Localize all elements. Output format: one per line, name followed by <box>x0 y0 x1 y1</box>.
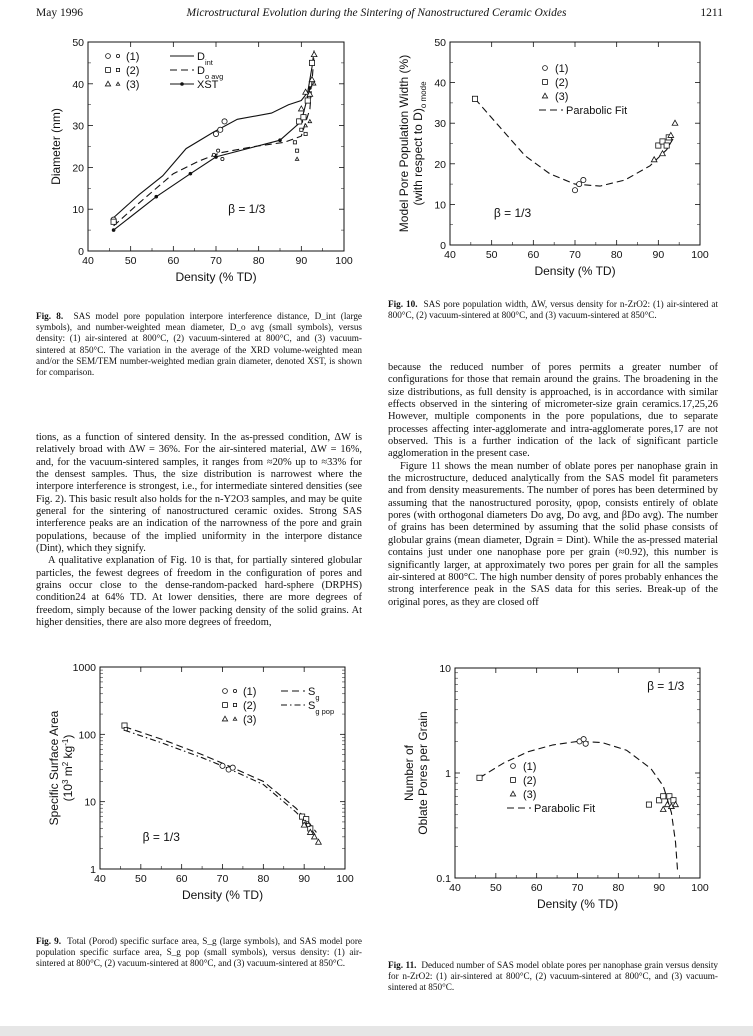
data-point <box>657 798 662 803</box>
page-number: 1211 <box>700 7 723 19</box>
data-point <box>300 128 303 131</box>
x-tick-label: 80 <box>610 249 623 261</box>
legend-marker-small <box>233 717 237 720</box>
xst-point <box>300 120 304 124</box>
x-tick-label: 80 <box>612 882 625 894</box>
y-tick-label: 10 <box>72 204 84 217</box>
x-tick-label: 70 <box>216 873 229 885</box>
x-tick-label: 50 <box>124 255 137 267</box>
legend-marker <box>106 54 111 59</box>
y-tick-label: 0.1 <box>436 873 451 885</box>
y-tick-label: 50 <box>434 37 446 49</box>
y-axis-label-2: Oblate Pores per Grain <box>416 711 430 835</box>
data-point <box>301 822 307 827</box>
y-tick-label: 0 <box>440 240 446 252</box>
x-tick-label: 80 <box>252 255 265 267</box>
legend-marker <box>511 764 516 769</box>
data-point <box>304 132 307 135</box>
legend-line-label: $S_g$ <box>308 686 320 702</box>
data-point <box>298 106 304 111</box>
plot-frame <box>100 667 345 869</box>
data-point <box>308 120 312 123</box>
legend-marker-small <box>233 689 236 692</box>
data-point <box>297 119 302 124</box>
x-tick-label: 50 <box>489 882 502 894</box>
data-point <box>664 802 670 807</box>
legend-label: (3) <box>243 714 257 726</box>
legend-label: (2) <box>243 700 257 712</box>
plot-frame <box>455 668 700 878</box>
series-line <box>125 730 317 837</box>
page-footer-bar <box>0 1026 753 1036</box>
y-axis-label: Model Pore Population Width (%) <box>397 54 411 233</box>
y-tick-label: 40 <box>434 77 446 90</box>
legend-marker <box>223 703 228 708</box>
y-axis-label: Number of <box>402 744 416 802</box>
data-point <box>222 119 227 124</box>
data-point <box>305 98 310 103</box>
x-tick-label: 40 <box>449 882 461 894</box>
y-tick-label: 20 <box>434 158 446 171</box>
data-point <box>111 219 116 224</box>
series-line <box>114 50 315 217</box>
x-tick-label: 100 <box>335 255 353 267</box>
data-point <box>581 177 586 182</box>
x-tick-label: 90 <box>295 255 308 267</box>
x-tick-label: 100 <box>691 249 709 261</box>
data-point <box>303 820 306 823</box>
data-point <box>673 802 679 807</box>
data-point <box>300 814 305 819</box>
data-point <box>217 149 220 152</box>
beta-annotation: β = 1/3 <box>142 830 180 844</box>
y-tick-label: 30 <box>434 118 446 131</box>
x-tick-label: 70 <box>571 882 584 894</box>
data-point <box>656 143 661 148</box>
legend-marker <box>222 716 227 721</box>
y-tick-label: 10 <box>434 199 446 212</box>
y-axis-label: Diameter (nm) <box>49 108 63 185</box>
data-point <box>111 217 116 222</box>
data-point <box>220 763 225 768</box>
legend-xst-dot <box>180 82 184 86</box>
data-point <box>667 794 672 799</box>
legend-marker-small <box>116 54 119 57</box>
x-tick-label: 80 <box>257 873 270 885</box>
series-line <box>480 741 678 869</box>
legend-label: (3) <box>523 789 537 801</box>
data-point <box>309 60 314 65</box>
legend-line-label: XST <box>197 79 219 91</box>
data-point <box>577 182 582 187</box>
data-point <box>664 143 669 148</box>
x-tick-label: 60 <box>530 882 543 894</box>
x-tick-label: 50 <box>485 249 498 261</box>
data-point <box>212 153 215 156</box>
data-point <box>213 131 218 136</box>
legend-label: (1) <box>555 63 569 75</box>
figure-10-caption: Fig. 10. SAS pore population width, ΔW, versus density for n-ZrO2: (1) air-sintered at 800°C, (2) vacuum-sintered at 800°C, and (3) vacuum-sintered at 850°C. <box>388 299 719 321</box>
x-tick-label: 70 <box>210 255 222 267</box>
data-point <box>660 806 666 811</box>
data-point <box>646 802 651 807</box>
xst-point <box>189 172 193 176</box>
x-tick-label: 100 <box>336 873 354 885</box>
data-point <box>226 767 231 772</box>
x-tick-label: 90 <box>653 882 666 894</box>
beta-annotation: β = 1/3 <box>228 202 266 216</box>
data-point <box>312 82 316 85</box>
xst-point <box>214 155 218 159</box>
y-tick-label: 0 <box>78 246 84 258</box>
legend-marker-small <box>116 82 120 85</box>
data-point <box>113 220 116 223</box>
data-point <box>230 765 235 770</box>
x-tick-label: 60 <box>527 249 540 261</box>
x-tick-label: 100 <box>691 882 709 894</box>
data-point <box>312 834 318 839</box>
data-point <box>307 91 313 96</box>
legend-label: (2) <box>555 77 569 89</box>
body-text-col2: because the reduced number of pores permits a greater number of configurations for those that remain around the grains. The broadening in the size distributions, as full density is approached, is in accordance with similar effects observed in the sintering of micrometer-size grain ceramics.17,25,26 However, multiple components in the pore populations, due to separate processes affecting inter-agglomerate and intra-agglomerate pores,17 are not observed. This is a further indication of the lack of significant particle agglomeration in the present case. Figure 11 shows the mean number of oblate pores per nanophase grain in the microstructure, deduced analytically from the SAS model fit parameters and from density measurements. The number of pores has been determined by assuming that the nanostructured porosity, φpop, consists entirely of oblate pores (with orthogonal diameters Do avg, Do avg, and βDo avg). The number of grains has been determined by assuming that the solid phase consists of globular grains (mean diameter, Dgrain = Dint). While the as-pressed material contains just under one nanophase pore per grain (≈0.92), this number is significantly larger, at approximately two pores per grain for all the samples air-sintered at 800°C. The high number density of pores probably enhances the strong interference peak in the SAS data for this series. Break-up of the original pores, as they are closed off <box>388 362 718 608</box>
beta-annotation: β = 1/3 <box>647 679 685 693</box>
legend-marker-small <box>116 68 119 71</box>
data-point <box>316 839 322 844</box>
data-point <box>124 727 127 730</box>
plot-frame <box>88 42 344 251</box>
data-point <box>304 817 309 822</box>
x-tick-label: 40 <box>82 255 94 267</box>
legend-marker <box>106 68 111 73</box>
x-axis-label: Density (% TD) <box>175 270 257 284</box>
y-tick-label: 40 <box>72 78 84 91</box>
y-axis-label-2: (with respect to $D)_{o mode}$ <box>411 81 428 206</box>
beta-annotation: β = 1/3 <box>493 206 532 220</box>
running-title: Microstructural Evolution during the Sintering of Nanostructured Ceramic Oxides <box>186 7 567 19</box>
y-tick-label: 1000 <box>72 662 96 674</box>
y-tick-label: 50 <box>72 37 84 49</box>
xst-point <box>154 195 158 199</box>
x-tick-label: 60 <box>175 873 188 885</box>
legend-marker <box>511 778 516 783</box>
x-tick-label: 90 <box>652 249 665 261</box>
legend-marker <box>510 791 515 796</box>
figure-11-caption: Fig. 11. Deduced number of SAS model oblate pores per nanophase grain versus density for n-ZrO2: (1) air-sintered at 800°C, (2) vacuum-sintered at 800°C, and (3) vacuum-sintered at 850°C. <box>388 960 718 993</box>
data-point <box>295 149 298 152</box>
y-tick-label: 10 <box>84 796 96 809</box>
legend-label: (2) <box>523 775 537 787</box>
legend-marker <box>543 80 548 85</box>
data-point <box>304 124 308 127</box>
data-point <box>293 141 296 144</box>
y-tick-label: 1 <box>445 768 451 780</box>
x-tick-label: 40 <box>94 873 106 885</box>
legend-label: (1) <box>523 761 537 773</box>
x-tick-label: 90 <box>298 873 311 885</box>
data-point <box>660 151 666 156</box>
data-point <box>472 96 477 101</box>
plot-frame <box>450 42 700 245</box>
data-point <box>671 798 676 803</box>
legend-marker <box>543 66 548 71</box>
data-point <box>122 723 127 728</box>
x-axis-label: Density (% TD) <box>534 264 616 278</box>
legend-label: (3) <box>555 91 569 103</box>
legend-line-label: Parabolic Fit <box>534 803 596 815</box>
series-line <box>114 55 315 226</box>
data-point <box>307 829 313 834</box>
data-point <box>668 132 674 137</box>
legend-line-label: $D_{o avg}$ <box>197 65 224 81</box>
legend-line-label: Parabolic Fit <box>566 105 628 117</box>
figure-9-caption: Fig. 9. Total (Porod) specific surface area, S_g (large symbols), and SAS model pore population specific surface area, S_g pop (small symbols), versus density: (1) air-sintered at 800°C, (2) vacuum-sintered at 800°C, and (3) vacuum-sintered at 850°C. <box>36 936 362 969</box>
data-point <box>218 127 223 132</box>
x-tick-label: 50 <box>134 873 147 885</box>
body-text-col1: tions, as a function of sintered density. In the as-pressed condition, ΔW is relatively broad with ΔW = 36%. For the air-sintered material, ΔW = 16%, and, for the vacuum-sintered samples, it ranges from ≈20% up to ≈33% for the densest samples. Thus, the size distribution is narrowest where the interpore interference is strongest, i.e., for intermediate sintered densities (see Fig. 2). This basic result also holds for the n-Y2O3 samples, and may be quite general for the sintering of nanostructured ceramic oxides. Strong SAS interference peaks are an indication of the narrowness of the pore and grain populations, because of the implied uniformity in the interpore distance (Dint), which they signify. A qualitative explanation of Fig. 10 is that, for partially sintered globular particles, the fewest degrees of freedom in the configuration of pores and grains occur close to the dense-random-packed hard-sphere (DRPHS) condition24 at 64% TD. At lower densities, there are more degrees of freedom, simply because of the lower packing density of the solid grains. At higher densities, there are also more degrees of freedom, <box>36 432 362 629</box>
y-axis-label: Specific Surface Area <box>47 710 61 826</box>
legend-marker <box>105 81 110 86</box>
header-date: May 1996 <box>36 7 83 19</box>
data-point <box>581 737 586 742</box>
data-point <box>572 188 577 193</box>
data-point <box>577 739 582 744</box>
data-point <box>666 135 671 140</box>
xst-point <box>308 86 312 90</box>
data-point <box>303 89 309 94</box>
data-point <box>307 823 310 826</box>
figure-8-caption: Fig. 8. SAS model pore population interpore interference distance, D_int (large symbols), and number-weighted mean diameter, D_o avg (small symbols), versus density: (1) air-sintered at 800°C, (2) vacuum-sintered at 800°C, and (3) vacuum-sintered at 850°C. The variation in the average of the XRD volume-weighted mean and/or the SEM/TEM number-weighted median grain diameter, denoted XST, is shown for comparison. <box>36 311 363 378</box>
legend-marker-small <box>233 703 236 706</box>
legend-line-label: $D_{int}$ <box>197 51 213 67</box>
y-axis-label-2: ($10^3$ $m^2$ $kg^{-1}$) <box>61 734 75 802</box>
legend-label: (2) <box>126 65 140 77</box>
data-point <box>651 157 657 162</box>
series-line <box>125 727 317 833</box>
x-tick-label: 60 <box>167 255 180 267</box>
series-line <box>475 99 675 186</box>
data-point <box>669 803 675 808</box>
legend-marker <box>542 93 547 98</box>
x-tick-label: 40 <box>444 249 456 261</box>
x-axis-label: Density (% TD) <box>536 897 619 911</box>
data-point <box>221 157 224 160</box>
y-tick-label: 1 <box>90 864 96 876</box>
data-point <box>311 52 317 57</box>
data-point <box>672 120 678 125</box>
series-line <box>114 88 310 230</box>
y-tick-label: 20 <box>72 162 84 175</box>
data-point <box>477 775 482 780</box>
x-axis-label: Density (% TD) <box>181 888 264 902</box>
legend-label: (1) <box>243 686 257 698</box>
legend-line-label: $S_{g pop}$ <box>308 700 335 716</box>
data-point <box>301 115 306 120</box>
xst-point <box>112 228 116 232</box>
data-point <box>583 741 588 746</box>
y-tick-label: 10 <box>439 663 451 675</box>
data-point <box>309 77 315 82</box>
legend-label: (3) <box>126 79 140 91</box>
y-tick-label: 100 <box>78 729 96 742</box>
data-point <box>295 157 299 160</box>
legend-label: (1) <box>126 51 140 63</box>
y-tick-label: 30 <box>72 120 84 133</box>
x-tick-label: 70 <box>569 249 581 261</box>
data-point <box>308 826 313 831</box>
legend-marker <box>223 689 228 694</box>
xst-point <box>278 138 282 142</box>
data-point <box>660 139 665 144</box>
data-point <box>661 794 666 799</box>
